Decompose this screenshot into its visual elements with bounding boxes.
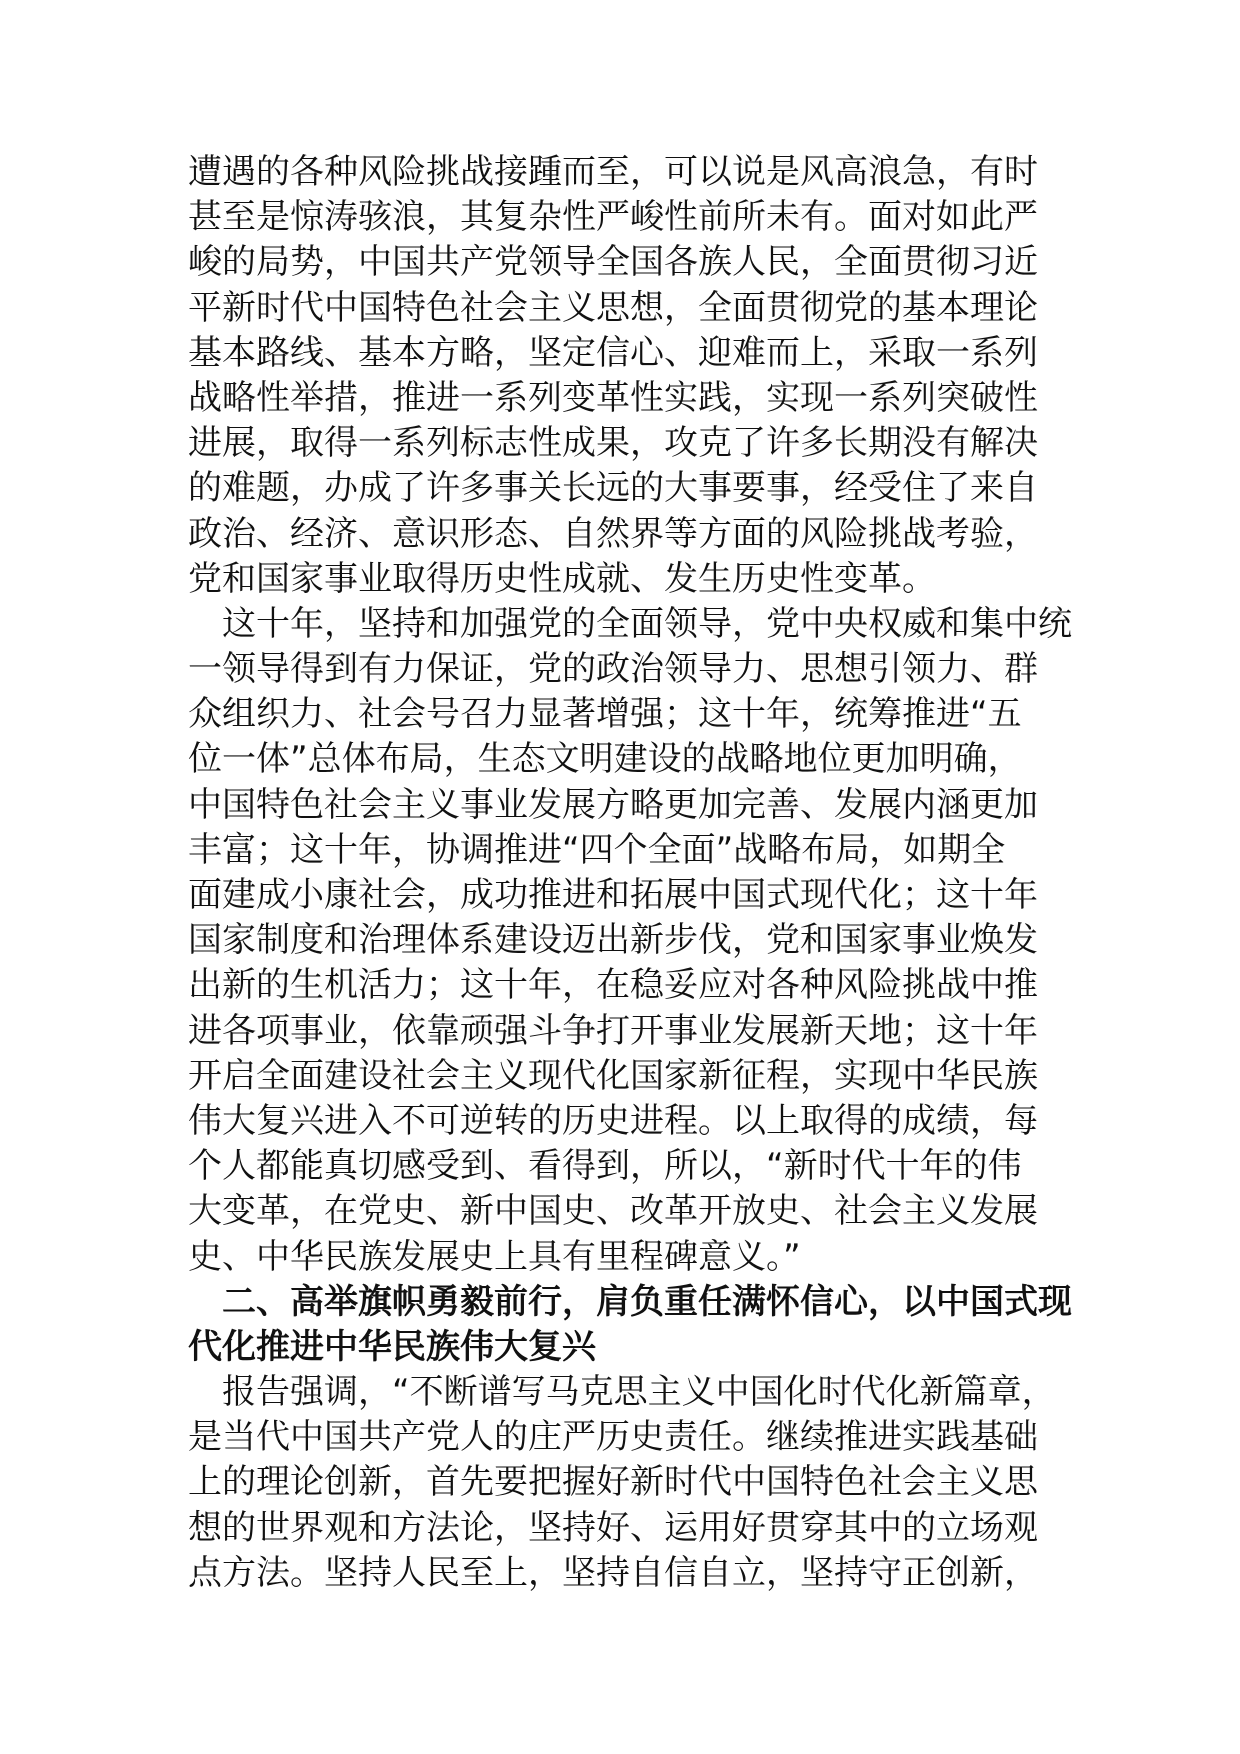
text-line: 甚至是惊涛骇浪，其复杂性严峻性前所未有。面对如此严: [188, 197, 1038, 238]
text-line: 峻的局势，中国共产党领导全国各族人民，全面贯彻习近: [188, 242, 1038, 283]
text-line: 想的世界观和方法论，坚持好、运用好贯穿其中的立场观: [188, 1507, 1038, 1548]
text-line: 党和国家事业取得历史性成就、发生历史性变革。: [188, 558, 936, 599]
text-line: 国家制度和治理体系建设迈出新步伐，党和国家事业焕发: [188, 920, 1038, 961]
text-line: 平新时代中国特色社会主义思想，全面贯彻党的基本理论: [188, 287, 1038, 328]
text-line: 基本路线、基本方略，坚定信心、迎难而上，采取一系列: [188, 332, 1038, 373]
text-line: 战略性举措，推进一系列变革性实践，实现一系列突破性: [188, 377, 1038, 418]
body-text: [188, 150, 1072, 1596]
text-line: 点方法。坚持人民至上，坚持自信自立，坚持守正创新，: [188, 1552, 1038, 1593]
text-line: 个人都能真切感受到、看得到，所以，“新时代十年的伟: [188, 1146, 1022, 1187]
text-line: 伟大复兴进入不可逆转的历史进程。以上取得的成绩，每: [188, 1100, 1038, 1141]
text-line: 遭遇的各种风险挑战接踵而至，可以说是风高浪急，有时: [188, 152, 1038, 192]
text-line: 出新的生机活力；这十年，在稳妥应对各种风险挑战中推: [188, 965, 1038, 1006]
text-line: 是当代中国共产党人的庄严历史责任。继续推进实践基础: [188, 1417, 1038, 1458]
text-line: 的难题，办成了许多事关长远的大事要事，经受住了来自: [188, 468, 1038, 509]
text-line: 报告强调，“不断谱写马克思主义中国化时代化新篇章，: [188, 1372, 1056, 1413]
text-line: 这十年，坚持和加强党的全面领导，党中央权威和集中统: [188, 603, 1072, 644]
text-line: 开启全面建设社会主义现代化国家新征程，实现中华民族: [188, 1055, 1038, 1096]
text-line: 众组织力、社会号召力显著增强；这十年，统筹推进“五: [188, 694, 1022, 735]
text-line: 进各项事业，依靠顽强斗争打开事业发展新天地；这十年: [188, 1010, 1038, 1051]
text-line: 政治、经济、意识形态、自然界等方面的风险挑战考验，: [188, 513, 1038, 554]
text-line: 史、中华民族发展史上具有里程碑意义。”: [188, 1236, 801, 1277]
section-heading-line: 二、高举旗帜勇毅前行，肩负重任满怀信心，以中国式现: [188, 1281, 1072, 1322]
section-heading-line: 代化推进中华民族伟大复兴: [188, 1326, 596, 1367]
text-line: 位一体”总体布局，生态文明建设的战略地位更加明确，: [188, 739, 1022, 780]
text-line: 一领导得到有力保证，党的政治领导力、思想引领力、群: [188, 649, 1038, 690]
text-line: 丰富；这十年，协调推进“四个全面”战略布局，如期全: [188, 829, 1006, 870]
text-line: 进展，取得一系列标志性成果，攻克了许多长期没有解决: [188, 423, 1038, 464]
text-line: 大变革，在党史、新中国史、改革开放史、社会主义发展: [188, 1191, 1038, 1232]
text-line: 上的理论创新，首先要把握好新时代中国特色社会主义思: [188, 1462, 1038, 1503]
text-line: 中国特色社会主义事业发展方略更加完善、发展内涵更加: [188, 784, 1038, 825]
text-line: 面建成小康社会，成功推进和拓展中国式现代化；这十年: [188, 875, 1038, 915]
